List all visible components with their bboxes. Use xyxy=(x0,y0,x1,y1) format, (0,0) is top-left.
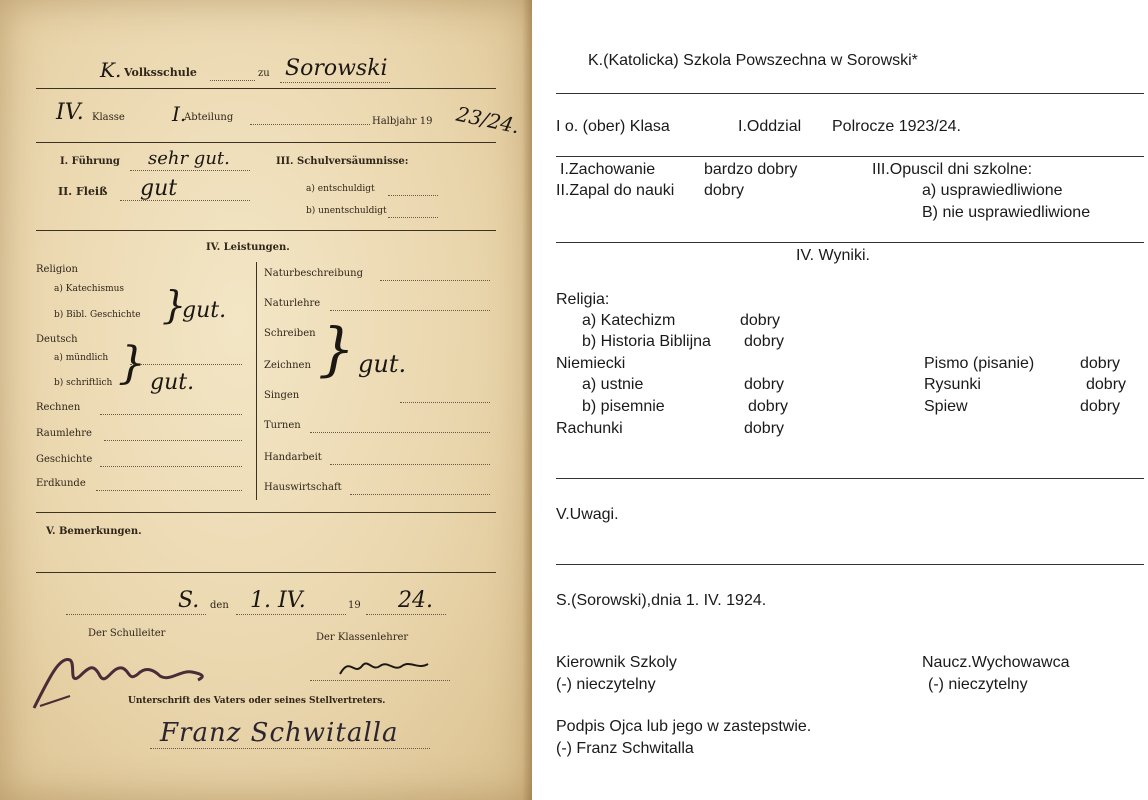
grade-art-handwriting: gut. xyxy=(358,350,407,378)
wyniki-title: IV. Wyniki. xyxy=(796,247,870,264)
dotted-line xyxy=(310,432,490,433)
zapal-label: II.Zapal do nauki xyxy=(556,182,675,199)
section-rule xyxy=(36,230,496,231)
subject-schriftlich: b) schriftlich xyxy=(54,378,113,388)
historia-label: b) Historia Biblijna xyxy=(582,333,711,350)
pisemnie-label: b) pisemnie xyxy=(582,398,665,415)
halbjahr-label: Halbjahr 19 xyxy=(372,116,433,127)
grade-religion-handwriting: gut. xyxy=(182,298,227,323)
leistungen-title: IV. Leistungen. xyxy=(206,242,290,253)
date-line: S.(Sorowski),dnia 1. IV. 1924. xyxy=(556,592,767,609)
subject-rechnen: Rechnen xyxy=(36,402,81,413)
original-certificate-scan xyxy=(0,0,532,800)
fleiss-label: II. Fleiß xyxy=(58,185,108,198)
zachowanie-grade: bardzo dobry xyxy=(704,161,798,178)
dotted-line xyxy=(250,124,370,125)
subject-bibl-geschichte: b) Bibl. Geschichte xyxy=(54,310,141,320)
subject-naturbeschreibung: Naturbeschreibung xyxy=(264,268,364,279)
header-rule-2 xyxy=(36,142,496,143)
father-signature: Franz Schwitalla xyxy=(160,718,399,748)
zachowanie-label: I.Zachowanie xyxy=(560,161,656,178)
abteilung-label: Abteilung xyxy=(184,112,234,123)
fuehrung-handwriting: sehr gut. xyxy=(148,148,230,169)
subject-singen: Singen xyxy=(264,390,300,401)
opuscil-label: III.Opuscil dni szkolne: xyxy=(872,161,1033,178)
oddzial-label: I.Oddzial xyxy=(738,118,802,135)
polrocze-label: Polrocze 1923/24. xyxy=(832,118,961,135)
dotted-line xyxy=(388,195,438,196)
rachunki-label: Rachunki xyxy=(556,420,623,437)
nieusprawiedliwione-label: B) nie usprawiedliwione xyxy=(922,204,1091,221)
klasse-handwriting: IV. xyxy=(56,100,84,125)
dotted-line xyxy=(400,402,490,403)
dotted-line xyxy=(130,364,242,365)
school-type-label: Volksschule xyxy=(124,66,197,79)
school-title: K.(Katolicka) Szkola Powszechna w Sorowski* xyxy=(588,52,918,69)
divider xyxy=(556,93,1144,94)
section-rule xyxy=(36,572,496,573)
dotted-line xyxy=(210,80,255,81)
date-place-handwriting: S. xyxy=(178,588,200,613)
historia-grade: dobry xyxy=(744,333,785,350)
ojciec-signature: (-) Franz Schwitalla xyxy=(556,740,694,757)
fleiss-handwriting: gut xyxy=(140,176,178,201)
ustnie-label: a) ustnie xyxy=(582,376,644,393)
brace-deutsch: } xyxy=(118,338,146,389)
dotted-line xyxy=(150,748,430,749)
rachunki-grade: dobry xyxy=(744,420,785,437)
dotted-line xyxy=(66,614,206,615)
school-prefix-handwriting: K. xyxy=(100,58,122,82)
zu-label: zu xyxy=(258,68,270,79)
section-rule xyxy=(36,512,496,513)
subject-raumlehre: Raumlehre xyxy=(36,428,92,439)
zapal-grade: dobry xyxy=(704,182,745,199)
unentschuldigt-label: b) unentschuldigt xyxy=(306,206,387,216)
dotted-line xyxy=(100,414,242,415)
brace-religion: } xyxy=(162,283,187,327)
polish-transcription xyxy=(532,0,1148,800)
brace-art-subjects: } xyxy=(318,315,355,383)
subject-katechismus: a) Katechismus xyxy=(54,284,125,294)
klasa-label: I o. (ober) Klasa xyxy=(556,118,670,135)
religia-label: Religia: xyxy=(556,291,610,308)
usprawiedliwione-label: a) usprawiedliwione xyxy=(922,182,1063,199)
klasse-label: Klasse xyxy=(92,112,125,123)
divider xyxy=(556,156,1144,157)
dotted-line xyxy=(100,466,242,467)
dotted-line xyxy=(310,680,450,681)
dotted-line xyxy=(350,494,490,495)
subject-deutsch: Deutsch xyxy=(36,334,78,345)
subject-religion: Religion xyxy=(36,264,78,275)
dotted-line xyxy=(380,280,490,281)
dotted-line xyxy=(96,490,242,491)
subject-geschichte: Geschichte xyxy=(36,454,93,465)
divider xyxy=(556,564,1144,565)
dotted-line xyxy=(104,440,242,441)
dotted-line xyxy=(130,170,250,171)
subject-erdkunde: Erdkunde xyxy=(36,478,86,489)
katechizm-grade: dobry xyxy=(740,312,781,329)
dotted-line xyxy=(366,614,446,615)
entschuldigt-label: a) entschuldigt xyxy=(306,184,375,194)
pismo-label: Pismo (pisanie) xyxy=(924,355,1035,372)
nauczyciel-label: Naucz.Wychowawca xyxy=(922,654,1070,671)
divider xyxy=(556,242,1144,243)
divider xyxy=(556,478,1144,479)
spiew-grade: dobry xyxy=(1080,398,1121,415)
den-label: den xyxy=(210,600,229,611)
subject-zeichnen: Zeichnen xyxy=(264,360,311,371)
kierownik-signature: (-) nieczytelny xyxy=(556,676,656,693)
subject-turnen: Turnen xyxy=(264,420,301,431)
subject-hauswirtschaft: Hauswirtschaft xyxy=(264,482,342,493)
niemiecki-label: Niemiecki xyxy=(556,355,626,372)
klassenlehrer-signature xyxy=(336,652,436,682)
subject-schreiben: Schreiben xyxy=(264,328,316,339)
podpis-ojca-label: Podpis Ojca lub jego w zastepstwie. xyxy=(556,718,812,735)
ustnie-grade: dobry xyxy=(744,376,785,393)
klassenlehrer-label: Der Klassenlehrer xyxy=(316,632,409,643)
halbjahr-handwriting: 23/24. xyxy=(454,101,522,139)
dotted-line xyxy=(330,464,490,465)
kierownik-label: Kierownik Szkoly xyxy=(556,654,677,671)
subject-muendlich: a) mündlich xyxy=(54,353,109,363)
dotted-line xyxy=(236,614,346,615)
dotted-line xyxy=(330,310,490,311)
nauczyciel-signature: (-) nieczytelny xyxy=(928,676,1028,693)
katechizm-label: a) Katechizm xyxy=(582,312,676,329)
dotted-line xyxy=(120,200,250,201)
rysunki-grade: dobry xyxy=(1086,376,1127,393)
spiew-label: Spiew xyxy=(924,398,968,415)
subject-handarbeit: Handarbeit xyxy=(264,452,322,463)
place-handwriting: Sorowski xyxy=(285,56,388,81)
rysunki-label: Rysunki xyxy=(924,376,981,393)
date-day-handwriting: 1. IV. xyxy=(250,588,306,613)
subject-naturlehre: Naturlehre xyxy=(264,298,321,309)
vater-label: Unterschrift des Vaters oder seines Stellvertreters. xyxy=(128,696,386,706)
bemerkungen-label: V. Bemerkungen. xyxy=(46,526,142,537)
year-prefix-label: 19 xyxy=(348,600,361,611)
uwagi-label: V.Uwagi. xyxy=(556,506,619,523)
schulleiter-label: Der Schulleiter xyxy=(88,628,166,639)
dotted-line xyxy=(280,82,390,83)
fuehrung-label: I. Führung xyxy=(60,156,120,167)
pismo-grade: dobry xyxy=(1080,355,1121,372)
header-rule xyxy=(36,88,496,89)
grade-deutsch-handwriting: gut. xyxy=(150,370,195,395)
versaeumnisse-label: III. Schulversäumnisse: xyxy=(276,156,409,167)
dotted-line xyxy=(388,217,438,218)
abteilung-handwriting: I. xyxy=(172,102,187,126)
column-divider xyxy=(256,262,257,500)
pisemnie-grade: dobry xyxy=(748,398,789,415)
year-handwriting: 24. xyxy=(398,588,433,613)
